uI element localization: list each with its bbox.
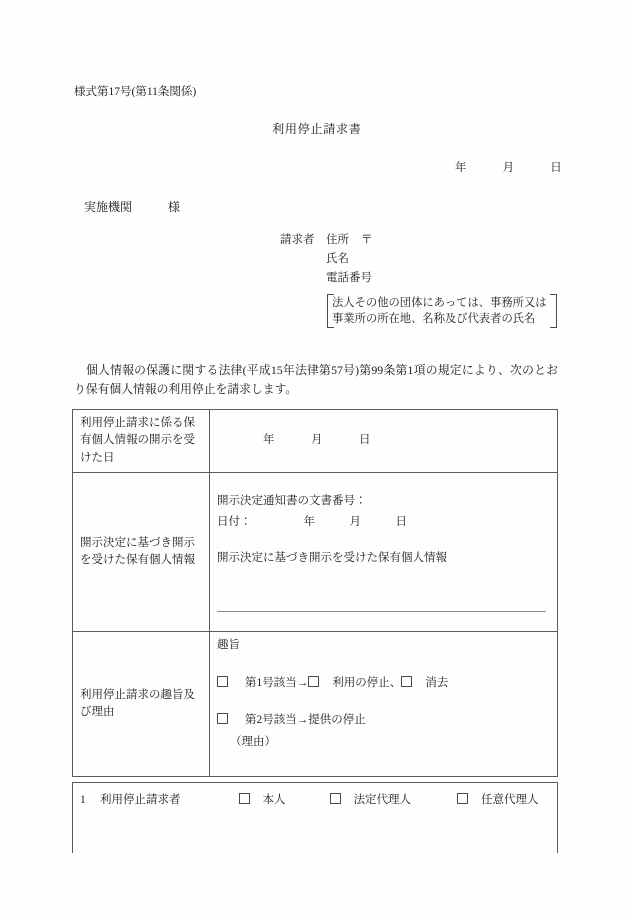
requester-note-line-2: 事業所の所在地、名称及び代表者の氏名 xyxy=(332,313,536,326)
purpose-heading: 趣旨 xyxy=(217,639,240,652)
notice-date-row xyxy=(217,514,550,531)
address-label: 住所 xyxy=(326,234,349,246)
writing-rule xyxy=(217,611,546,612)
item-label: 利用停止請求者 xyxy=(100,794,181,806)
table-row xyxy=(73,473,558,632)
name-label: 氏名 xyxy=(326,253,349,265)
disclosed-info-label: 開示決定に基づき開示を受けた保有個人情報 xyxy=(73,473,210,632)
bracket-tick-top-left xyxy=(327,294,334,295)
notice-date-value: 年 月 日 xyxy=(303,516,407,529)
reason-label: （理由） xyxy=(230,735,276,748)
legal-basis-paragraph: 個人情報の保護に関する法律(平成15年法律第57号)第99条第1項の規定により、次のとおり保有個人情報の利用停止を請求します。 xyxy=(74,363,558,397)
option-row-item1 xyxy=(217,675,550,692)
notice-document-number-label: 開示決定通知書の文書番号： xyxy=(217,494,367,507)
requester-type-row[interactable] xyxy=(73,783,558,854)
disclosure-date-value: 年 月 日 xyxy=(263,434,371,447)
disclosed-info-content-label: 開示決定に基づき開示を受けた保有個人情報 xyxy=(217,551,447,564)
option-erase-label: 消去 xyxy=(425,676,449,689)
requester-type-table xyxy=(72,782,558,853)
bracket-tick-bottom-right xyxy=(550,327,557,328)
checkbox-self-icon[interactable] xyxy=(239,793,250,804)
disclosure-date-label: 利用停止請求に係る保有個人情報の開示を受けた日 xyxy=(73,410,210,473)
option-suspend-use-label: 利用の停止、 xyxy=(332,676,402,689)
item-number: 1 xyxy=(80,794,86,806)
checkbox-erase-icon[interactable] xyxy=(401,676,412,687)
form-number: 様式第17号(第11条関係) xyxy=(74,86,197,98)
purpose-and-reason-label: 利用停止請求の趣旨及び理由 xyxy=(73,632,210,777)
option-item2-label: 第2号該当→提供の停止 xyxy=(245,714,366,727)
postal-mark-icon: 〒 xyxy=(361,234,373,246)
requester-note-bracket xyxy=(327,294,557,328)
requester-address-row xyxy=(280,231,373,250)
notice-date-label: 日付： xyxy=(217,516,252,529)
table-row xyxy=(73,410,558,473)
checkbox-item1-icon[interactable] xyxy=(217,676,228,687)
choice-statutory-agent-label: 法定代理人 xyxy=(353,794,411,806)
option-row-item2 xyxy=(217,712,550,729)
bracket-tick-bottom-left xyxy=(327,327,334,328)
bracket-tick-top-right xyxy=(550,294,557,295)
requester-name-row xyxy=(280,250,373,269)
document-title: 利用停止請求書 xyxy=(272,122,362,136)
table-row xyxy=(73,783,558,854)
checkbox-voluntary-agent-icon[interactable] xyxy=(457,793,468,804)
spacer xyxy=(217,536,550,550)
requester-block xyxy=(280,231,373,288)
requester-note-line-1: 法人その他の団体にあっては、事務所又は xyxy=(332,297,547,309)
phone-label: 電話番号 xyxy=(326,272,372,284)
checkbox-statutory-agent-icon[interactable] xyxy=(330,793,341,804)
requester-heading: 請求者 xyxy=(280,234,315,246)
addressee-line: 実施機関 様 xyxy=(84,200,181,214)
disclosed-info-field[interactable] xyxy=(210,473,558,632)
checkbox-suspend-use-icon[interactable] xyxy=(308,676,319,687)
disclosure-date-field[interactable] xyxy=(210,410,558,473)
request-details-table xyxy=(72,409,558,777)
checkbox-item2-icon[interactable] xyxy=(217,713,228,724)
date-line: 年 月 日 xyxy=(455,162,563,174)
table-row xyxy=(73,632,558,777)
choice-self-label: 本人 xyxy=(262,794,286,806)
purpose-and-reason-field[interactable] xyxy=(210,632,558,777)
requester-phone-row xyxy=(280,269,373,288)
choice-voluntary-agent-label: 任意代理人 xyxy=(481,794,539,806)
option-item1-prefix: 第1号該当→ xyxy=(245,676,309,689)
